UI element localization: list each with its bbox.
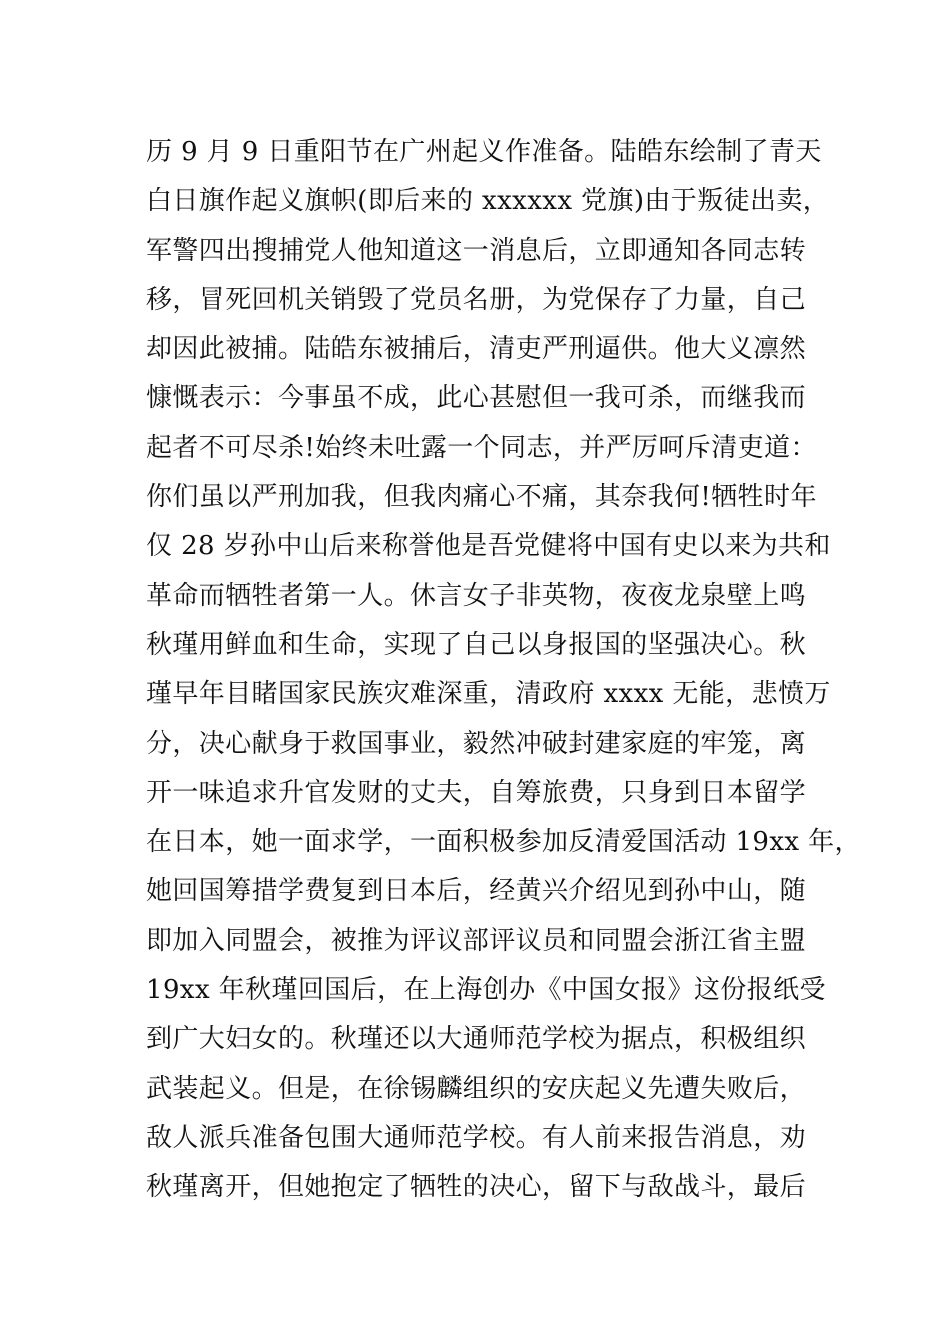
text-line: 武装起义。但是，在徐锡麟组织的安庆起义先遭失败后，	[146, 1073, 807, 1104]
text-line: 她回国筹措学费复到日本后，经黄兴介绍见到孙中山，随	[146, 876, 807, 907]
text-line: 慷慨表示：今事虽不成，此心甚慰但一我可杀，而继我而	[146, 383, 807, 414]
text-line: 起者不可尽杀!始终未吐露一个同志，并严厉呵斥清吏道：	[146, 432, 817, 463]
text-line: 却因此被捕。陆皓东被捕后，清吏严刑逼供。他大义凛然	[146, 334, 807, 365]
text-line: 你们虽以严刑加我，但我肉痛心不痛，其奈我何!牺牲时年	[146, 482, 817, 513]
text-line: 敌人派兵准备包围大通师范学校。有人前来报告消息，劝	[146, 1122, 807, 1153]
text-line: 到广大妇女的。秋瑾还以大通师范学校为据点，积极组织	[146, 1024, 807, 1055]
text-line: 秋瑾用鲜血和生命，实现了自己以身报国的坚强决心。秋	[146, 629, 807, 660]
body-text	[146, 128, 861, 1213]
text-line: 分，决心献身于救国事业，毅然冲破封建家庭的牢笼，离	[146, 728, 807, 759]
text-line: 历 9 月 9 日重阳节在广州起义作准备。陆皓东绘制了青天	[146, 137, 822, 167]
text-line: 仅 28 岁孙中山后来称誉他是吾党健将中国有史以来为共和	[146, 531, 831, 562]
text-line: 开一味追求升官发财的丈夫，自筹旅费，只身到日本留学	[146, 777, 807, 808]
text-line: 即加入同盟会，被推为评议部评议员和同盟会浙江省主盟	[146, 925, 807, 956]
text-line: 瑾早年目睹国家民族灾难深重，清政府 xxxx 无能，悲愤万	[146, 679, 831, 710]
text-line: 革命而牺牲者第一人。休言女子非英物，夜夜龙泉壁上鸣	[146, 580, 807, 611]
text-line: 秋瑾离开，但她抱定了牺牲的决心，留下与敌战斗，最后	[146, 1172, 807, 1203]
text-line: 在日本，她一面求学，一面积极参加反清爱国活动 19xx 年，	[146, 827, 861, 858]
text-line: 移，冒死回机关销毁了党员名册，为党保存了力量，自己	[146, 284, 807, 315]
text-line: 军警四出搜捕党人他知道这一消息后，立即通知各同志转	[146, 235, 807, 266]
text-line: 白日旗作起义旗帜(即后来的 xxxxxx 党旗)由于叛徒出卖，	[146, 186, 830, 217]
text-line: 19xx 年秋瑾回国后，在上海创办《中国女报》这份报纸受	[146, 975, 826, 1006]
